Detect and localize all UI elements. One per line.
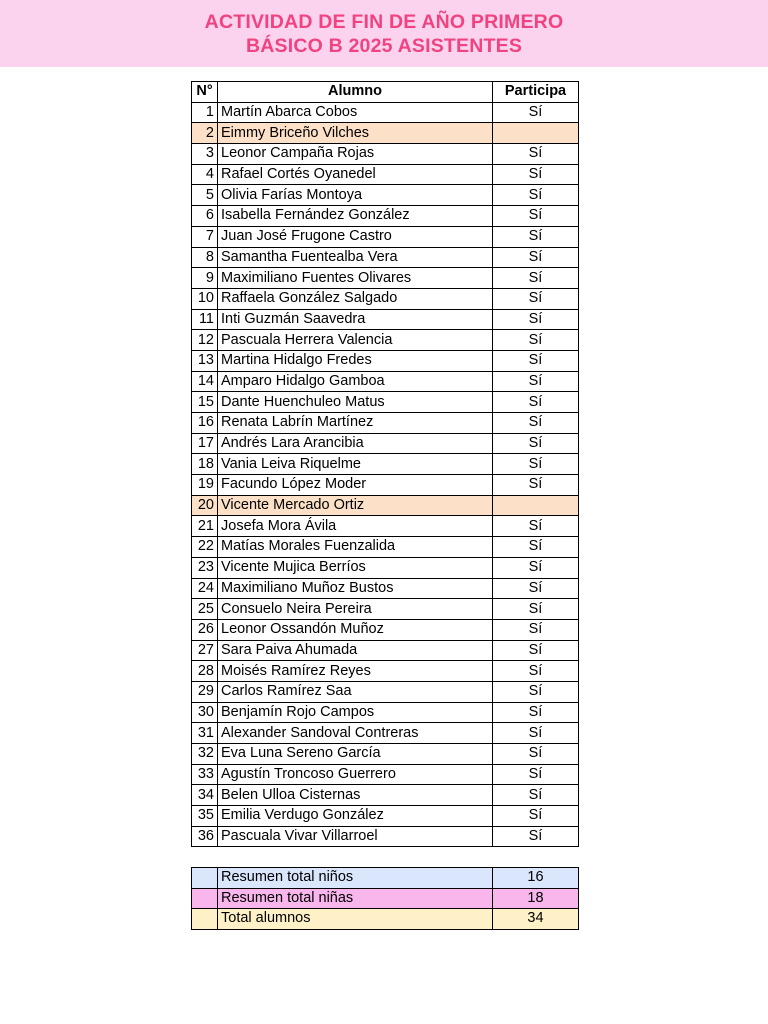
summary-color-cell — [192, 868, 218, 889]
table-row — [192, 413, 579, 434]
row-student-name: Maximiliano Fuentes Olivares — [218, 268, 493, 289]
row-number: 13 — [192, 350, 218, 371]
row-number: 14 — [192, 371, 218, 392]
row-student-name: Moisés Ramírez Reyes — [218, 661, 493, 682]
row-participa: Sí — [493, 599, 579, 620]
row-student-name: Pascuala Vivar Villarroel — [218, 826, 493, 847]
table-row — [192, 371, 579, 392]
row-number: 24 — [192, 578, 218, 599]
row-number: 34 — [192, 785, 218, 806]
row-number: 25 — [192, 599, 218, 620]
row-participa: Sí — [493, 744, 579, 765]
row-number: 22 — [192, 537, 218, 558]
row-number: 26 — [192, 619, 218, 640]
table-row — [192, 330, 579, 351]
table-row — [192, 164, 579, 185]
row-number: 28 — [192, 661, 218, 682]
row-number: 6 — [192, 206, 218, 227]
table-row — [192, 723, 579, 744]
row-number: 4 — [192, 164, 218, 185]
summary-row-boys — [192, 868, 579, 889]
row-student-name: Inti Guzmán Saavedra — [218, 309, 493, 330]
row-participa: Sí — [493, 557, 579, 578]
row-student-name: Emilia Verdugo González — [218, 806, 493, 827]
summary-table-body — [192, 868, 579, 930]
table-row — [192, 454, 579, 475]
table-header-row — [192, 82, 579, 103]
row-participa: Sí — [493, 537, 579, 558]
row-student-name: Eva Luna Sereno García — [218, 744, 493, 765]
table-row — [192, 516, 579, 537]
table-row — [192, 144, 579, 165]
row-number: 36 — [192, 826, 218, 847]
page-title-line-1: ACTIVIDAD DE FIN DE AÑO PRIMERO — [204, 10, 564, 33]
row-participa: Sí — [493, 413, 579, 434]
summary-color-cell — [192, 888, 218, 909]
row-participa: Sí — [493, 371, 579, 392]
table-row — [192, 350, 579, 371]
summary-label: Resumen total niños — [218, 868, 493, 889]
row-participa: Sí — [493, 185, 579, 206]
row-student-name: Eimmy Briceño Vilches — [218, 123, 493, 144]
row-student-name: Maximiliano Muñoz Bustos — [218, 578, 493, 599]
row-student-name: Samantha Fuentealba Vera — [218, 247, 493, 268]
row-student-name: Belen Ulloa Cisternas — [218, 785, 493, 806]
table-row — [192, 619, 579, 640]
row-participa: Sí — [493, 164, 579, 185]
row-number: 3 — [192, 144, 218, 165]
table-row — [192, 268, 579, 289]
summary-label: Resumen total niñas — [218, 888, 493, 909]
row-student-name: Facundo López Moder — [218, 475, 493, 496]
row-number: 9 — [192, 268, 218, 289]
row-number: 32 — [192, 744, 218, 765]
row-participa: Sí — [493, 288, 579, 309]
row-student-name: Josefa Mora Ávila — [218, 516, 493, 537]
table-row — [192, 806, 579, 827]
row-participa: Sí — [493, 226, 579, 247]
row-number: 11 — [192, 309, 218, 330]
attendance-table — [191, 81, 579, 847]
table-row — [192, 309, 579, 330]
row-participa: Sí — [493, 826, 579, 847]
row-number: 15 — [192, 392, 218, 413]
table-row — [192, 661, 579, 682]
table-row — [192, 702, 579, 723]
table-row — [192, 744, 579, 765]
row-participa: Sí — [493, 619, 579, 640]
row-number: 19 — [192, 475, 218, 496]
row-number: 17 — [192, 433, 218, 454]
table-row — [192, 288, 579, 309]
row-student-name: Renata Labrín Martínez — [218, 413, 493, 434]
row-student-name: Pascuala Herrera Valencia — [218, 330, 493, 351]
row-participa: Sí — [493, 102, 579, 123]
row-student-name: Leonor Ossandón Muñoz — [218, 619, 493, 640]
row-participa: Sí — [493, 764, 579, 785]
row-student-name: Sara Paiva Ahumada — [218, 640, 493, 661]
row-participa: Sí — [493, 206, 579, 227]
row-participa: Sí — [493, 309, 579, 330]
row-participa: Sí — [493, 785, 579, 806]
table-row — [192, 764, 579, 785]
row-participa: Sí — [493, 723, 579, 744]
row-student-name: Alexander Sandoval Contreras — [218, 723, 493, 744]
row-number: 16 — [192, 413, 218, 434]
row-number: 30 — [192, 702, 218, 723]
row-student-name: Consuelo Neira Pereira — [218, 599, 493, 620]
summary-value: 34 — [493, 909, 579, 930]
row-student-name: Vicente Mercado Ortiz — [218, 495, 493, 516]
table-row — [192, 785, 579, 806]
row-student-name: Juan José Frugone Castro — [218, 226, 493, 247]
header-number: N° — [192, 82, 218, 103]
table-row — [192, 226, 579, 247]
title-band — [0, 0, 768, 67]
summary-value: 16 — [493, 868, 579, 889]
table-row — [192, 640, 579, 661]
table-row — [192, 537, 579, 558]
row-number: 23 — [192, 557, 218, 578]
row-student-name: Vania Leiva Riquelme — [218, 454, 493, 475]
table-row — [192, 247, 579, 268]
table-row — [192, 102, 579, 123]
header-student: Alumno — [218, 82, 493, 103]
row-number: 8 — [192, 247, 218, 268]
attendance-table-body — [192, 102, 579, 847]
summary-value: 18 — [493, 888, 579, 909]
row-participa: Sí — [493, 475, 579, 496]
row-student-name: Leonor Campaña Rojas — [218, 144, 493, 165]
row-student-name: Carlos Ramírez Saa — [218, 681, 493, 702]
row-student-name: Martín Abarca Cobos — [218, 102, 493, 123]
row-student-name: Amparo Hidalgo Gamboa — [218, 371, 493, 392]
row-number: 10 — [192, 288, 218, 309]
table-row — [192, 475, 579, 496]
row-number: 2 — [192, 123, 218, 144]
table-row — [192, 826, 579, 847]
row-number: 18 — [192, 454, 218, 475]
row-number: 21 — [192, 516, 218, 537]
row-participa: Sí — [493, 144, 579, 165]
row-student-name: Rafael Cortés Oyanedel — [218, 164, 493, 185]
row-number: 27 — [192, 640, 218, 661]
summary-row-total — [192, 909, 579, 930]
header-participa: Participa — [493, 82, 579, 103]
row-participa: Sí — [493, 247, 579, 268]
table-row — [192, 392, 579, 413]
row-student-name: Martina Hidalgo Fredes — [218, 350, 493, 371]
table-row — [192, 185, 579, 206]
row-student-name: Benjamín Rojo Campos — [218, 702, 493, 723]
row-student-name: Matías Morales Fuenzalida — [218, 537, 493, 558]
row-number: 20 — [192, 495, 218, 516]
table-row — [192, 123, 579, 144]
table-row — [192, 433, 579, 454]
row-participa: Sí — [493, 806, 579, 827]
row-participa: Sí — [493, 516, 579, 537]
row-participa: Sí — [493, 433, 579, 454]
row-student-name: Raffaela González Salgado — [218, 288, 493, 309]
row-number: 5 — [192, 185, 218, 206]
row-participa — [493, 123, 579, 144]
row-number: 35 — [192, 806, 218, 827]
row-participa: Sí — [493, 702, 579, 723]
row-number: 31 — [192, 723, 218, 744]
row-participa: Sí — [493, 330, 579, 351]
row-student-name: Dante Huenchuleo Matus — [218, 392, 493, 413]
row-participa: Sí — [493, 681, 579, 702]
page-title-line-2: BÁSICO B 2025 ASISTENTES — [245, 34, 523, 57]
table-row — [192, 599, 579, 620]
table-row — [192, 681, 579, 702]
row-participa: Sí — [493, 268, 579, 289]
row-student-name: Andrés Lara Arancibia — [218, 433, 493, 454]
row-number: 1 — [192, 102, 218, 123]
table-row — [192, 578, 579, 599]
summary-color-cell — [192, 909, 218, 930]
row-number: 7 — [192, 226, 218, 247]
row-participa — [493, 495, 579, 516]
table-row — [192, 206, 579, 227]
summary-row-girls — [192, 888, 579, 909]
row-number: 12 — [192, 330, 218, 351]
row-student-name: Olivia Farías Montoya — [218, 185, 493, 206]
table-row — [192, 557, 579, 578]
row-participa: Sí — [493, 350, 579, 371]
row-student-name: Isabella Fernández González — [218, 206, 493, 227]
row-participa: Sí — [493, 578, 579, 599]
row-participa: Sí — [493, 392, 579, 413]
table-row — [192, 495, 579, 516]
row-number: 29 — [192, 681, 218, 702]
row-number: 33 — [192, 764, 218, 785]
row-student-name: Agustín Troncoso Guerrero — [218, 764, 493, 785]
row-participa: Sí — [493, 661, 579, 682]
summary-table — [191, 867, 579, 930]
row-student-name: Vicente Mujica Berríos — [218, 557, 493, 578]
row-participa: Sí — [493, 454, 579, 475]
summary-label: Total alumnos — [218, 909, 493, 930]
row-participa: Sí — [493, 640, 579, 661]
